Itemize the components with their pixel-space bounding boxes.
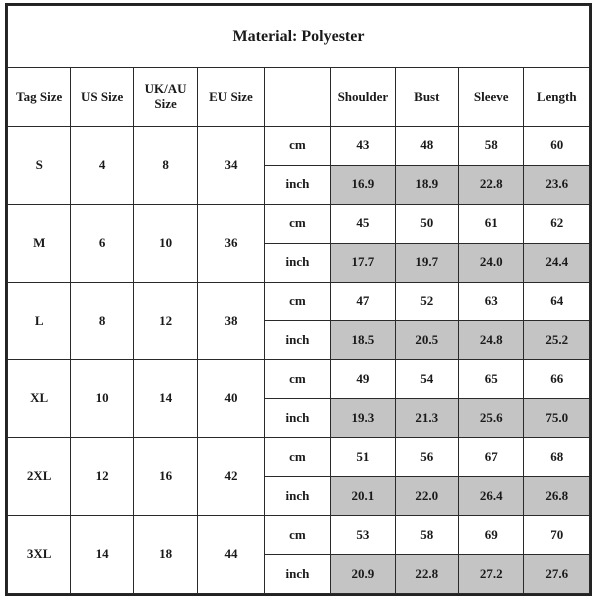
cm-value-cell: 43 bbox=[331, 126, 395, 165]
unit-inch-cell: inch bbox=[264, 165, 330, 204]
inch-value-cell: 27.6 bbox=[524, 555, 590, 594]
cm-value-cell: 56 bbox=[395, 438, 458, 477]
header-us-size: US Size bbox=[71, 68, 133, 126]
inch-value-cell: 22.8 bbox=[459, 165, 524, 204]
cm-value-cell: 54 bbox=[395, 360, 458, 399]
eu-size-cell: 34 bbox=[198, 126, 264, 204]
cm-value-cell: 66 bbox=[524, 360, 590, 399]
tag-size-cell: 3XL bbox=[8, 516, 71, 594]
cm-value-cell: 45 bbox=[331, 204, 395, 243]
inch-value-cell: 75.0 bbox=[524, 399, 590, 438]
unit-inch-cell: inch bbox=[264, 555, 330, 594]
table-row bbox=[8, 516, 590, 555]
ukau-size-cell: 12 bbox=[133, 282, 197, 360]
cm-value-cell: 63 bbox=[459, 282, 524, 321]
eu-size-cell: 44 bbox=[198, 516, 264, 594]
inch-value-cell: 16.9 bbox=[331, 165, 395, 204]
inch-value-cell: 26.8 bbox=[524, 477, 590, 516]
us-size-cell: 10 bbox=[71, 360, 133, 438]
tag-size-cell: M bbox=[8, 204, 71, 282]
cm-value-cell: 64 bbox=[524, 282, 590, 321]
unit-inch-cell: inch bbox=[264, 399, 330, 438]
cm-value-cell: 49 bbox=[331, 360, 395, 399]
unit-cm-cell: cm bbox=[264, 126, 330, 165]
eu-size-cell: 42 bbox=[198, 438, 264, 516]
inch-value-cell: 18.5 bbox=[331, 321, 395, 360]
table-row bbox=[8, 282, 590, 321]
header-ukau-size bbox=[133, 68, 197, 126]
header-shoulder: Shoulder bbox=[331, 68, 395, 126]
cm-value-cell: 51 bbox=[331, 438, 395, 477]
cm-value-cell: 61 bbox=[459, 204, 524, 243]
cm-value-cell: 60 bbox=[524, 126, 590, 165]
inch-value-cell: 25.6 bbox=[459, 399, 524, 438]
inch-value-cell: 24.8 bbox=[459, 321, 524, 360]
cm-value-cell: 70 bbox=[524, 516, 590, 555]
unit-cm-cell: cm bbox=[264, 516, 330, 555]
tag-size-cell: L bbox=[8, 282, 71, 360]
unit-cm-cell: cm bbox=[264, 360, 330, 399]
header-sleeve: Sleeve bbox=[459, 68, 524, 126]
ukau-size-cell: 16 bbox=[133, 438, 197, 516]
unit-cm-cell: cm bbox=[264, 282, 330, 321]
eu-size-cell: 36 bbox=[198, 204, 264, 282]
cm-value-cell: 53 bbox=[331, 516, 395, 555]
cm-value-cell: 48 bbox=[395, 126, 458, 165]
cm-value-cell: 58 bbox=[395, 516, 458, 555]
us-size-cell: 12 bbox=[71, 438, 133, 516]
inch-value-cell: 27.2 bbox=[459, 555, 524, 594]
inch-value-cell: 20.1 bbox=[331, 477, 395, 516]
cm-value-cell: 52 bbox=[395, 282, 458, 321]
inch-value-cell: 24.0 bbox=[459, 243, 524, 282]
ukau-size-cell: 14 bbox=[133, 360, 197, 438]
unit-cm-cell: cm bbox=[264, 438, 330, 477]
inch-value-cell: 25.2 bbox=[524, 321, 590, 360]
table-title: Material: Polyester bbox=[8, 6, 590, 68]
us-size-cell: 8 bbox=[71, 282, 133, 360]
header-bust: Bust bbox=[395, 68, 458, 126]
tag-size-cell: XL bbox=[8, 360, 71, 438]
table-row bbox=[8, 360, 590, 399]
ukau-size-cell: 10 bbox=[133, 204, 197, 282]
size-table bbox=[7, 5, 590, 594]
tag-size-cell: S bbox=[8, 126, 71, 204]
cm-value-cell: 68 bbox=[524, 438, 590, 477]
us-size-cell: 14 bbox=[71, 516, 133, 594]
eu-size-cell: 38 bbox=[198, 282, 264, 360]
ukau-size-cell: 8 bbox=[133, 126, 197, 204]
header-length: Length bbox=[524, 68, 590, 126]
size-chart bbox=[5, 3, 592, 596]
eu-size-cell: 40 bbox=[198, 360, 264, 438]
inch-value-cell: 22.8 bbox=[395, 555, 458, 594]
header-unit bbox=[264, 68, 330, 126]
table-row bbox=[8, 204, 590, 243]
inch-value-cell: 17.7 bbox=[331, 243, 395, 282]
cm-value-cell: 67 bbox=[459, 438, 524, 477]
unit-inch-cell: inch bbox=[264, 477, 330, 516]
tag-size-cell: 2XL bbox=[8, 438, 71, 516]
cm-value-cell: 50 bbox=[395, 204, 458, 243]
header-row bbox=[8, 68, 590, 126]
inch-value-cell: 21.3 bbox=[395, 399, 458, 438]
cm-value-cell: 47 bbox=[331, 282, 395, 321]
cm-value-cell: 69 bbox=[459, 516, 524, 555]
inch-value-cell: 19.7 bbox=[395, 243, 458, 282]
inch-value-cell: 20.5 bbox=[395, 321, 458, 360]
header-tag-size: Tag Size bbox=[8, 68, 71, 126]
inch-value-cell: 23.6 bbox=[524, 165, 590, 204]
ukau-size-cell: 18 bbox=[133, 516, 197, 594]
cm-value-cell: 65 bbox=[459, 360, 524, 399]
inch-value-cell: 24.4 bbox=[524, 243, 590, 282]
us-size-cell: 6 bbox=[71, 204, 133, 282]
unit-cm-cell: cm bbox=[264, 204, 330, 243]
inch-value-cell: 20.9 bbox=[331, 555, 395, 594]
unit-inch-cell: inch bbox=[264, 243, 330, 282]
inch-value-cell: 19.3 bbox=[331, 399, 395, 438]
header-eu-size: EU Size bbox=[198, 68, 264, 126]
unit-inch-cell: inch bbox=[264, 321, 330, 360]
us-size-cell: 4 bbox=[71, 126, 133, 204]
inch-value-cell: 26.4 bbox=[459, 477, 524, 516]
header-ukau-size-text: UK/AU Size bbox=[144, 81, 187, 112]
cm-value-cell: 62 bbox=[524, 204, 590, 243]
cm-value-cell: 58 bbox=[459, 126, 524, 165]
table-row bbox=[8, 126, 590, 165]
table-row bbox=[8, 438, 590, 477]
inch-value-cell: 18.9 bbox=[395, 165, 458, 204]
inch-value-cell: 22.0 bbox=[395, 477, 458, 516]
